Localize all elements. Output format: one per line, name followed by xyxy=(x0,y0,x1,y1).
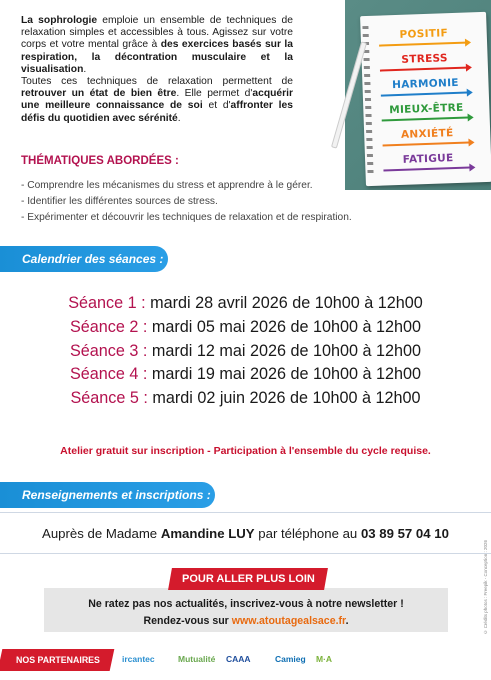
session-label: Séance 2 : xyxy=(70,317,148,336)
notebook-word: STRESS xyxy=(379,51,469,66)
calendar-banner: Calendrier des séances : xyxy=(0,246,168,272)
themes-item: - Identifier les différentes sources de stress. xyxy=(21,196,218,207)
intro-bold-span: des exercices basés sur la respiration, la décontration musculaire et la visualisation xyxy=(21,39,293,75)
session-label: Séance 4 : xyxy=(70,365,148,384)
atelier-note: Atelier gratuit sur inscription - Participation à l'ensemble du cycle requise. xyxy=(60,445,431,457)
notebook-illustration xyxy=(345,0,491,190)
intro-text-span: . xyxy=(177,112,181,124)
partner-logo: Mutualité xyxy=(178,654,216,664)
partners-strip xyxy=(0,645,491,680)
intro-bold-span: affronter les défis du quotidien avec sérénité xyxy=(21,100,293,124)
session-date: mardi 02 juin 2026 de 10h00 à 12h00 xyxy=(147,389,421,408)
session-row xyxy=(0,387,491,411)
arrow-icon xyxy=(381,91,471,96)
arrow-icon xyxy=(379,41,469,46)
partners-label-text: NOS PARTENAIRES xyxy=(15,655,100,665)
intro-text-span: . xyxy=(83,63,87,75)
session-label: Séance 5 : xyxy=(70,389,148,408)
intro-paragraph-2 xyxy=(21,76,293,125)
newsletter-line-2 xyxy=(44,613,448,630)
session-label: Séance 3 : xyxy=(70,341,148,360)
themes-item: - Comprendre les mécanismes du stress et apprendre à le gérer. xyxy=(21,180,313,191)
contact-name: Amandine LUY xyxy=(160,526,255,541)
newsletter-prefix: Rendez-vous sur xyxy=(143,615,232,627)
intro-text-span: . Elle permet d' xyxy=(176,88,253,100)
intro-text-span: Toutes ces techniques de relaxation permettent de xyxy=(21,76,293,88)
partner-logo: CAAA xyxy=(226,654,251,664)
session-label: Séance 1 : xyxy=(68,294,146,312)
session-row xyxy=(0,292,491,316)
session-date: mardi 19 mai 2026 de 10h00 à 12h00 xyxy=(147,365,421,384)
contact-line xyxy=(0,512,491,554)
newsletter-suffix: . xyxy=(345,615,349,627)
themes-list xyxy=(21,178,352,226)
session-row xyxy=(0,340,491,364)
session-date: mardi 28 avril 2026 de 10h00 à 12h00 xyxy=(145,294,423,312)
arrow-icon xyxy=(380,66,470,71)
intro-bold-span: retrouver un état de bien être xyxy=(21,88,177,100)
arrow-icon xyxy=(383,166,473,171)
session-date: mardi 12 mai 2026 de 10h00 à 12h00 xyxy=(147,341,421,360)
further-title: POUR ALLER PLUS LOIN xyxy=(181,573,315,585)
notebook-word: POSITIF xyxy=(379,26,469,41)
arrow-icon xyxy=(382,116,472,121)
partner-logo: M·A xyxy=(316,654,333,664)
notebook-word: MIEUX-ÊTRE xyxy=(381,101,471,116)
photo-credits: © Crédits photos : Freepik - Conception : 2026 xyxy=(483,540,488,635)
notebook-page xyxy=(360,12,491,186)
themes-item: - Expérimenter et découvrir les techniques de relaxation et de respiration. xyxy=(21,212,352,223)
arrow-icon xyxy=(383,141,473,146)
partners-label xyxy=(0,649,114,671)
intro-paragraph-1 xyxy=(21,15,293,76)
intro-keyword-sophrologie: La sophrologie xyxy=(21,15,98,26)
session-row xyxy=(0,363,491,387)
notebook-word: ANXIÉTÉ xyxy=(382,126,472,141)
notebook-words xyxy=(360,12,486,166)
newsletter-line-1: Ne ratez pas nos actualités, inscrivez-vous à notre newsletter ! xyxy=(88,598,404,610)
intro-text-span: emploie un ensemble de techniques de relaxation simples et accessibles à tous. Agissez sur votre corps et votre mental grâce à xyxy=(21,15,293,51)
contact-prefix: Auprès de Madame xyxy=(42,526,161,541)
partner-logo: Camieg xyxy=(275,654,306,664)
session-date: mardi 05 mai 2026 de 10h00 à 12h00 xyxy=(147,317,421,336)
intro-bold-span: acquérir une meilleure connaissance de soi xyxy=(21,88,293,112)
contact-phone[interactable]: 03 89 57 04 10 xyxy=(360,526,449,541)
session-row xyxy=(0,316,491,340)
notebook-word: HARMONIE xyxy=(380,76,470,91)
further-banner xyxy=(168,568,328,590)
newsletter-box xyxy=(44,588,448,632)
intro-text xyxy=(21,15,293,125)
themes-title: THÉMATIQUES ABORDÉES : xyxy=(21,155,179,167)
notebook-word: FATIGUE xyxy=(383,151,473,166)
sessions-list xyxy=(0,292,491,411)
partner-logo: ircantec xyxy=(122,654,155,664)
contact-banner: Renseignements et inscriptions : xyxy=(0,482,215,508)
intro-text-span: et d' xyxy=(202,100,231,112)
website-link[interactable]: www.atoutagealsace.fr xyxy=(231,615,346,627)
contact-middle: par téléphone au xyxy=(254,526,361,541)
